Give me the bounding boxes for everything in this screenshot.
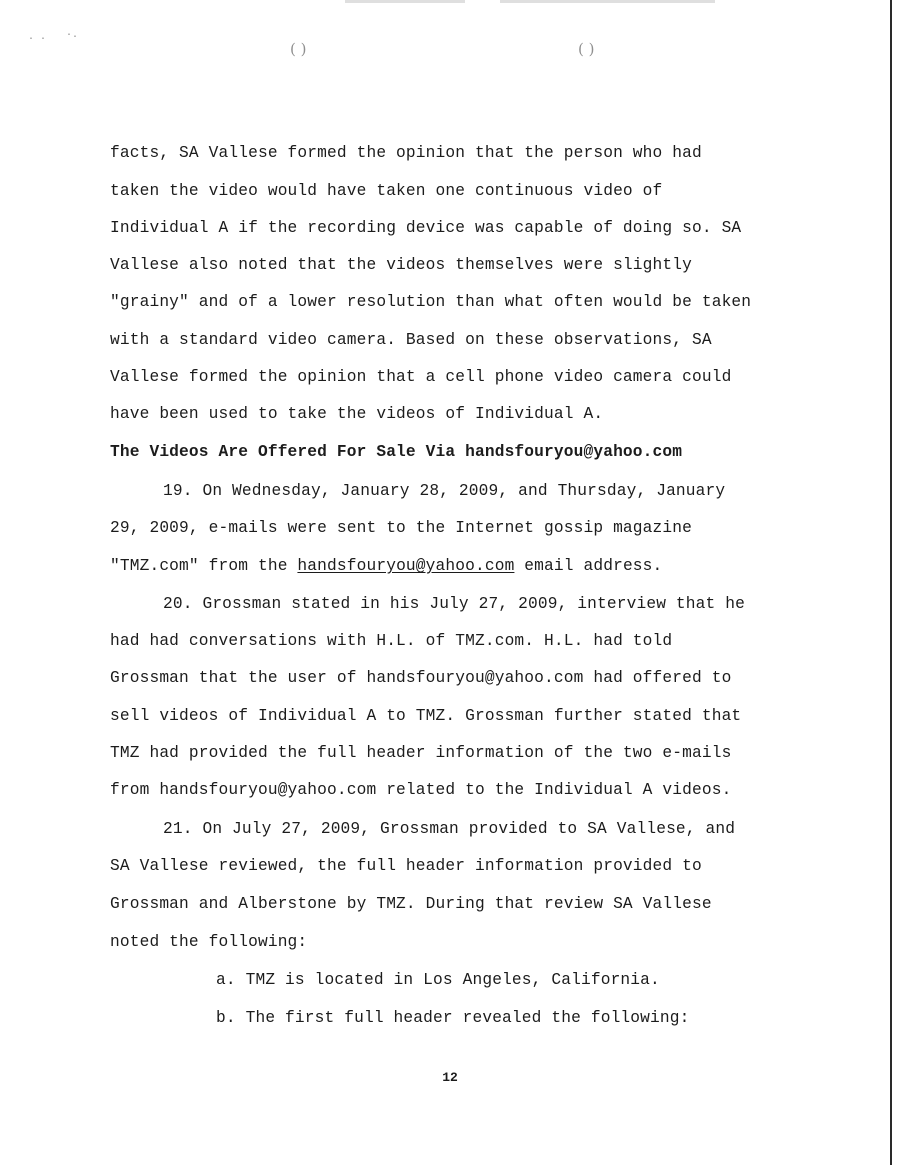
paragraph-21-line: SA Vallese reviewed, the full header information provided to (110, 857, 702, 875)
page-number: 12 (442, 1070, 458, 1085)
body-text-line: facts, SA Vallese formed the opinion that the person who had (110, 144, 702, 162)
paragraph-21-line: noted the following: (110, 933, 308, 951)
text-span: "TMZ.com" from the (110, 557, 298, 575)
punch-hole-mark: ( ) (290, 40, 307, 58)
paragraph-20-line: Grossman that the user of handsfouryou@yahoo.com had offered to (110, 669, 732, 687)
paragraph-20-line: had had conversations with H.L. of TMZ.com. H.L. had told (110, 632, 673, 650)
section-heading: The Videos Are Offered For Sale Via handsfouryou@yahoo.com (110, 443, 683, 461)
scan-artifact (500, 0, 715, 3)
punch-hole-mark: ( ) (578, 40, 595, 58)
paragraph-20-line: sell videos of Individual A to TMZ. Grossman further stated that (110, 707, 742, 725)
scan-artifact: · · (28, 34, 47, 45)
list-item-a: a. TMZ is located in Los Angeles, California. (216, 971, 660, 989)
paragraph-20-line: 20. Grossman stated in his July 27, 2009, interview that he (163, 595, 745, 613)
body-text-line: Individual A if the recording device was capable of doing so. SA (110, 219, 742, 237)
paragraph-21-line: 21. On July 27, 2009, Grossman provided to SA Vallese, and (163, 820, 736, 838)
paragraph-19-line: 29, 2009, e-mails were sent to the Internet gossip magazine (110, 519, 692, 537)
body-text-line: taken the video would have taken one continuous video of (110, 182, 663, 200)
page-edge-line (890, 0, 892, 1165)
scan-artifact (345, 0, 465, 3)
body-text-line: "grainy" and of a lower resolution than what often would be taken (110, 293, 752, 311)
text-span: email address. (514, 557, 663, 575)
list-item-b: b. The first full header revealed the following: (216, 1009, 690, 1027)
paragraph-19-line: 19. On Wednesday, January 28, 2009, and Thursday, January (163, 482, 726, 500)
paragraph-21-line: Grossman and Alberstone by TMZ. During that review SA Vallese (110, 895, 712, 913)
paragraph-20-line: from handsfouryou@yahoo.com related to the Individual A videos. (110, 781, 732, 799)
email-address-underlined: handsfouryou@yahoo.com (297, 557, 515, 575)
body-text-line: have been used to take the videos of Individual A. (110, 405, 604, 423)
body-text-line: Vallese also noted that the videos themselves were slightly (110, 256, 692, 274)
body-text-line: Vallese formed the opinion that a cell phone video camera could (110, 368, 732, 386)
paragraph-20-line: TMZ had provided the full header information of the two e-mails (110, 744, 732, 762)
paragraph-19-line (110, 556, 662, 576)
body-text-line: with a standard video camera. Based on these observations, SA (110, 331, 712, 349)
scan-artifact: ·. (66, 30, 79, 41)
